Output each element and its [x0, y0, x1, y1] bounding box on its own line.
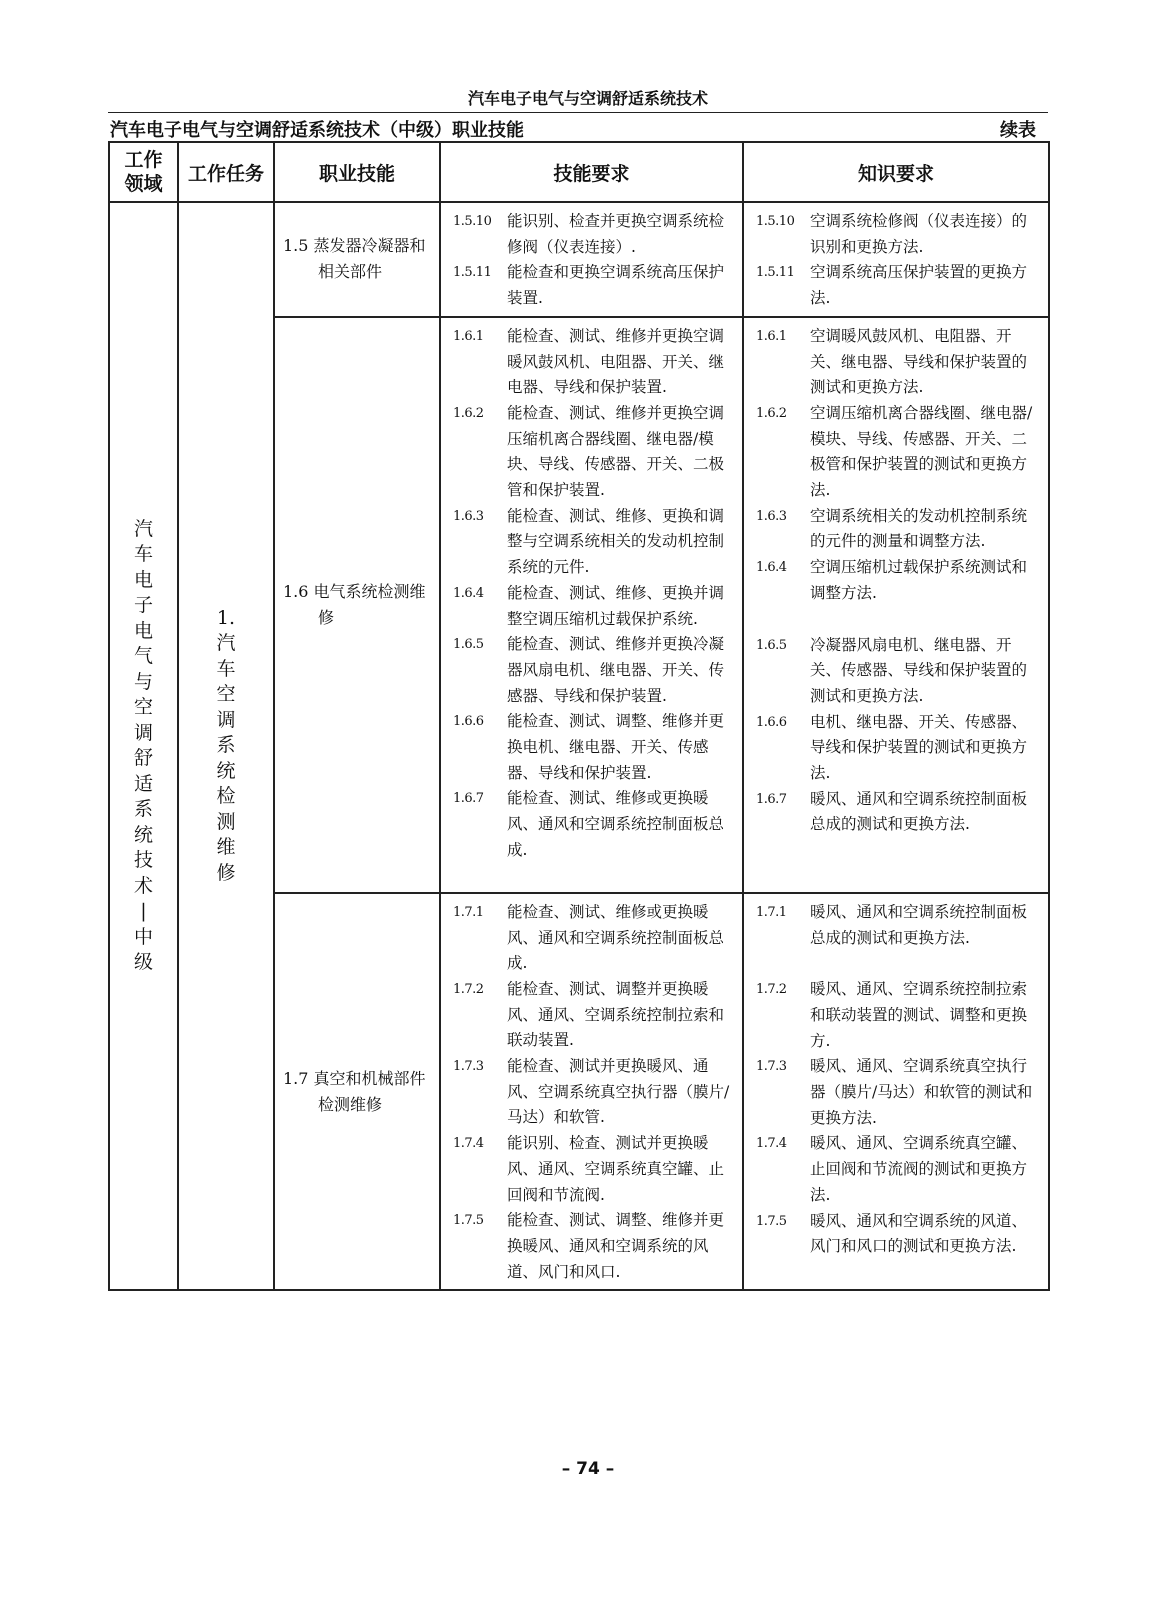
- item-text: 能识别、检查并更换空调系统检修阀（仪表连接）.: [507, 212, 725, 256]
- continued-label: 续表: [1000, 120, 1036, 141]
- header-skill-requirements: 技能要求: [440, 142, 743, 202]
- item-number: 1.7.3: [453, 1059, 484, 1075]
- item-text: 空调系统相关的发动机控制系统的元件的测量和调整方法.: [810, 506, 1028, 551]
- item-number: 1.6.7: [756, 791, 787, 807]
- document-title: 汽车电子电气与空调舒适系统技术（中级）职业技能: [110, 120, 524, 141]
- vertical-char: 汽: [216, 632, 236, 655]
- list-item: [453, 581, 736, 632]
- vertical-char: 车: [216, 657, 236, 680]
- list-item: [453, 401, 736, 504]
- skill-requirements-cell: [440, 202, 743, 317]
- item-text: 能检查和更换空调系统高压保护装置.: [507, 263, 725, 308]
- vertical-char: 适: [133, 772, 153, 795]
- skill-requirements-cell: [440, 893, 743, 1291]
- item-number: 1.6.5: [453, 637, 484, 653]
- list-item: [756, 1131, 1042, 1208]
- work-task-cell: [178, 202, 274, 1290]
- list-item: [756, 324, 1042, 401]
- header-work-domain: [109, 142, 178, 202]
- item-text: 暖风、通风、空调系统真空执行器（膜片/马达）和软管的测试和更换方法.: [810, 1057, 1033, 1127]
- vertical-char: 统: [133, 823, 153, 846]
- item-number: 1.6.3: [756, 508, 787, 524]
- item-number: 1.6.6: [756, 714, 787, 730]
- vertical-char: 检: [216, 785, 236, 808]
- skill-label-line1: 1.7 真空和机械部件: [283, 1068, 426, 1088]
- item-text: 空调暖风鼓风机、电阻器、开关、继电器、导线和保护装置的测试和更换方法.: [810, 326, 1028, 397]
- item-text: 能检查、测试、维修或更换暖风、通风和空调系统控制面板总成.: [507, 789, 725, 859]
- skill-label-line2: 检测维修: [318, 1094, 383, 1114]
- vertical-char: 舒: [133, 747, 153, 770]
- vertical-char: 空: [216, 683, 236, 706]
- item-text: 暖风、通风、空调系统真空罐、止回阀和节流阀的测试和更换方法.: [810, 1134, 1028, 1204]
- knowledge-requirements-cell: [743, 202, 1049, 317]
- item-number: 1.7.5: [453, 1213, 484, 1229]
- list-item: [756, 1054, 1042, 1131]
- list-item: [756, 504, 1042, 555]
- item-number: 1.7.4: [756, 1136, 787, 1152]
- table-header-row: [109, 142, 1049, 202]
- skills-table: [108, 141, 1050, 1291]
- header-work-task: 工作任务: [178, 142, 274, 202]
- list-item: [756, 1209, 1042, 1260]
- item-text: 能检查、测试、调整、维修并更换暖风、通风和空调系统的风道、风门和风口.: [507, 1211, 725, 1281]
- vertical-char: 调: [133, 721, 153, 744]
- list-item: [756, 710, 1042, 787]
- item-number: 1.5.10: [453, 214, 492, 229]
- item-number: 1.5.11: [756, 265, 795, 281]
- item-text: 空调系统检修阀（仪表连接）的识别和更换方法.: [810, 212, 1028, 256]
- spacer: [756, 607, 1042, 633]
- item-number: 1.6.7: [453, 791, 484, 807]
- skill-requirements-cell: [440, 317, 743, 893]
- vertical-char: |: [140, 900, 147, 923]
- skill-label-line1: 1.6 电气系统检测维: [283, 581, 426, 601]
- item-number: 1.7.4: [453, 1136, 484, 1152]
- item-text: 暖风、通风和空调系统的风道、风门和风口的测试和更换方法.: [810, 1211, 1028, 1256]
- list-item: [453, 209, 736, 260]
- item-number: 1.5.10: [756, 214, 795, 229]
- header-rule: [108, 112, 1048, 113]
- vertical-char: 1.: [216, 606, 236, 629]
- list-item: [756, 900, 1042, 951]
- vertical-char: 空: [133, 696, 153, 719]
- list-item: [453, 709, 736, 786]
- item-text: 能检查、测试、维修并更换空调暖风鼓风机、电阻器、开关、继电器、导线和保护装置.: [507, 326, 725, 397]
- item-text: 能检查、测试并更换暖风、通风、空调系统真空执行器（膜片/马达）和软管.: [507, 1057, 730, 1127]
- item-number: 1.6.3: [453, 508, 484, 524]
- item-number: 1.7.1: [756, 904, 787, 920]
- item-number: 1.7.2: [756, 982, 787, 998]
- skill-label-line2: 相关部件: [318, 262, 383, 282]
- list-item: [453, 900, 736, 977]
- list-item: [756, 977, 1042, 1054]
- item-number: 1.6.2: [756, 405, 787, 421]
- spacer: [756, 951, 1042, 977]
- vertical-char: 电: [133, 568, 153, 591]
- item-text: 能检查、测试、维修、更换和调整与空调系统相关的发动机控制系统的元件.: [507, 506, 725, 577]
- item-number: 1.7.3: [756, 1059, 787, 1075]
- item-number: 1.6.4: [453, 585, 484, 601]
- item-text: 冷凝器风扇电机、继电器、开关、传感器、导线和保护装置的测试和更换方法.: [810, 635, 1028, 705]
- skill-cell: [274, 317, 440, 893]
- list-item: [453, 1131, 736, 1208]
- page-number: – 74 –: [561, 1459, 615, 1479]
- item-number: 1.6.5: [756, 637, 787, 653]
- vertical-char: 与: [133, 670, 153, 693]
- item-text: 能检查、测试、调整、维修并更换电机、继电器、开关、传感器、导线和保护装置.: [507, 712, 725, 782]
- list-item: [453, 1208, 736, 1285]
- work-domain-vertical-text: [110, 517, 177, 976]
- item-text: 暖风、通风和空调系统控制面板总成的测试和更换方法.: [810, 789, 1028, 834]
- vertical-char: 子: [133, 594, 153, 617]
- vertical-char: 系: [133, 798, 153, 821]
- item-text: 能识别、检查、测试并更换暖风、通风、空调系统真空罐、止回阀和节流阀.: [507, 1134, 725, 1204]
- vertical-char: 电: [133, 619, 153, 642]
- vertical-char: 修: [216, 861, 236, 884]
- work-task-vertical-text: [179, 606, 273, 887]
- list-item: [756, 209, 1042, 260]
- item-text: 能检查、测试、维修并更换冷凝器风扇电机、继电器、开关、传感器、导线和保护装置.: [507, 635, 725, 705]
- item-text: 能检查、测试、维修、更换并调整空调压缩机过载保护系统.: [507, 583, 725, 628]
- list-item: [453, 504, 736, 581]
- header-work-domain-line2: 领域: [124, 173, 163, 195]
- skill-label-line2: 修: [318, 607, 335, 627]
- vertical-char: 测: [216, 810, 236, 833]
- list-item: [453, 324, 736, 401]
- vertical-char: 调: [216, 708, 236, 731]
- skill-cell: [274, 893, 440, 1291]
- item-text: 暖风、通风和空调系统控制面板总成的测试和更换方法.: [810, 902, 1028, 947]
- item-text: 能检查、测试、维修并更换空调压缩机离合器线圈、继电器/模块、导线、传感器、开关、二极管和保护装置.: [507, 403, 725, 500]
- vertical-char: 气: [133, 645, 153, 668]
- skill-label-line1: 1.5 蒸发器冷凝器和: [283, 236, 426, 256]
- item-number: 1.7.1: [453, 904, 484, 920]
- item-number: 1.7.2: [453, 981, 484, 997]
- list-item: [756, 633, 1042, 710]
- item-text: 空调压缩机过载保护系统测试和调整方法.: [810, 558, 1028, 602]
- item-number: 1.5.11: [453, 265, 492, 281]
- vertical-char: 统: [216, 759, 236, 782]
- table-row: [109, 202, 1049, 317]
- item-text: 暖风、通风、空调系统控制拉索和联动装置的测试、调整和更换方.: [810, 980, 1028, 1050]
- item-number: 1.6.4: [756, 560, 787, 576]
- header-skill: 职业技能: [274, 142, 440, 202]
- vertical-char: 汽: [133, 517, 153, 540]
- item-number: 1.6.2: [453, 405, 484, 421]
- running-header: 汽车电子电气与空调舒适系统技术: [467, 89, 708, 108]
- item-text: 能检查、测试、维修或更换暖风、通风和空调系统控制面板总成.: [507, 902, 725, 973]
- list-item: [453, 786, 736, 863]
- vertical-char: 中: [133, 925, 153, 948]
- item-text: 空调压缩机离合器线圈、继电器/模块、导线、传感器、开关、二极管和保护装置的测试和更换方法.: [810, 403, 1033, 500]
- item-text: 能检查、测试、调整并更换暖风、通风、空调系统控制拉索和联动装置.: [507, 979, 725, 1050]
- item-text: 电机、继电器、开关、传感器、导线和保护装置的测试和更换方法.: [810, 712, 1028, 783]
- header-knowledge-requirements: 知识要求: [743, 142, 1049, 202]
- vertical-char: 技: [133, 849, 153, 872]
- item-number: 1.6.1: [756, 328, 787, 344]
- item-number: 1.6.1: [453, 328, 484, 344]
- vertical-char: 术: [133, 874, 153, 897]
- vertical-char: 系: [216, 734, 236, 757]
- list-item: [453, 632, 736, 709]
- vertical-char: 维: [216, 836, 236, 859]
- list-item: [756, 401, 1042, 504]
- work-domain-cell: [109, 202, 178, 1290]
- list-item: [756, 260, 1042, 311]
- item-number: 1.6.6: [453, 714, 484, 730]
- knowledge-requirements-cell: [743, 893, 1049, 1291]
- vertical-char: 级: [133, 951, 153, 974]
- list-item: [756, 555, 1042, 606]
- list-item: [453, 260, 736, 311]
- item-number: 1.7.5: [756, 1213, 787, 1229]
- skill-cell: [274, 202, 440, 317]
- item-text: 空调系统高压保护装置的更换方法.: [810, 263, 1028, 308]
- knowledge-requirements-cell: [743, 317, 1049, 893]
- list-item: [453, 1054, 736, 1131]
- vertical-char: 车: [133, 543, 153, 566]
- list-item: [453, 977, 736, 1054]
- list-item: [756, 787, 1042, 838]
- header-work-domain-line1: 工作: [124, 149, 163, 171]
